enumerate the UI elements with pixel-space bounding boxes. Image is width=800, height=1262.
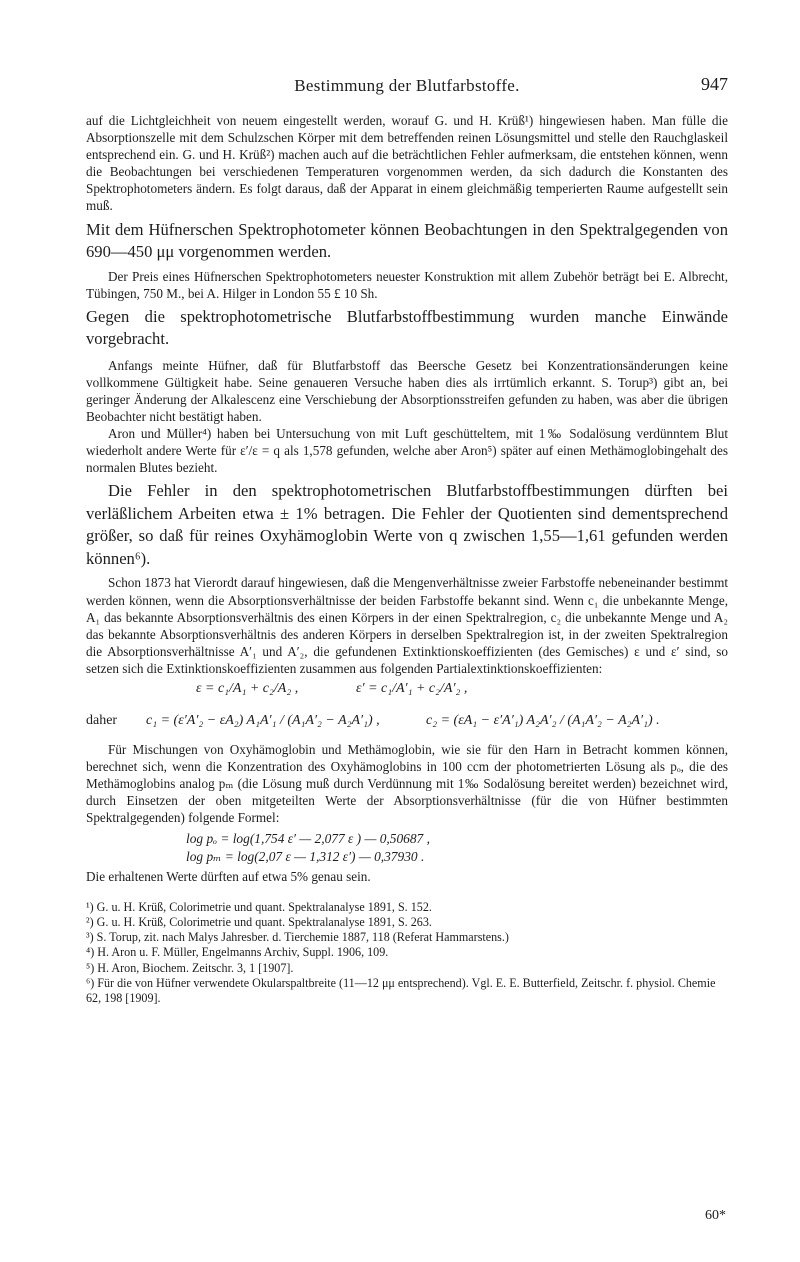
footnote-5: ⁵) H. Aron, Biochem. Zeitschr. 3, 1 [1907]. [86,960,294,975]
footnote-3: ³) S. Torup, zit. nach Malys Jahresber. d. Tierchemie 1887, 118 (Referat Hammarstens.) [86,930,509,945]
page-header [86,74,728,98]
paragraph-2: Mit dem Hüfnerschen Spektrophotometer können Beobachtungen in den Spektralgegenden von 690—450 μμ vorgenommen werden. [86,219,728,262]
signature-mark: 60* [705,1208,726,1223]
footnote-1: ¹) G. u. H. Krüß, Colorimetrie und quant. Spektralanalyse 1891, S. 152. [86,899,432,914]
log-formulas [86,830,728,866]
formula-log-pm: log pₘ = log(2,07 ε — 1,312 ε′) — 0,37930 . [186,849,425,865]
paragraph-6: Aron und Müller⁴) haben bei Untersuchung von mit Luft geschütteltem, mit 1‰ Sodalösung verdünntem Blut wiederholt andere Werte für ε′/ε = q als 1,578 gefunden, welche aber Aron⁵) später auf einen Methämoglobingehalt des normalen Blutes bezieht. [86,426,728,476]
page-body [86,112,728,1007]
paragraph-5: Anfangs meinte Hüfner, daß für Blutfarbstoff das Beersche Gesetz bei Konzentrationsänderungen keine vollkommene Gültigkeit habe. Seine genaueren Versuche haben dies als irrtümlich erkannt. S. Torup³) gibt an, bei geringer Änderung der Alkalescenz eine Verschiebung der Absorptionsstreifen gefunden zu haben, was aber die übrigen Beobachter nicht bestätigt haben. [86,357,728,425]
paragraph-1: auf die Lichtgleichheit von neuem eingestellt werden, worauf G. und H. Krüß¹) hingewiesen haben. Man fülle die Absorptionszelle mit dem Schulzschen Körper mit dem betreffenden reinen Lösungsmittel und stelle den Rauchglaskeil entsprechend ein. G. und H. Krüß²) machen auch auf die beträchtlichen Fehler aufmerksam, die entstehen können, wenn die Beobachtungen bei verschiedenen Temperaturen vorgenommen werden, da sich dadurch die Konstanten des Spektrophotometers ändern. Es folgt daraus, daß der Apparat in einem gleichmäßig temperierten Raume aufgestellt sein muß. [86,113,728,214]
paragraph-3: Der Preis eines Hüfnerschen Spektrophotometers neuester Konstruktion mit allem Zubehör beträgt bei E. Albrecht, Tübingen, 750 M., bei A. Hilger in London 55 £ 10 Sh. [86,268,728,301]
footnote-2: ²) G. u. H. Krüß, Colorimetrie und quant. Spektralanalyse 1891, S. 263. [86,914,432,929]
daher-label: daher [86,712,118,728]
paragraph-10: Die erhaltenen Werte dürften auf etwa 5% genau sein. [86,869,371,885]
formula-c2: c₂ = (εA₁ − ε′A′₁) A₂A′₂ / (A₁A′₂ − A₂A′₁) . [426,712,660,728]
paragraph-9: Für Mischungen von Oxyhämoglobin und Methämoglobin, wie sie für den Harn in Betracht kommen können, berechnet sich, wenn die Konzentration des Oxyhämoglobins in 100 ccm der photometrierten Lösung als pₒ, die des Methämoglobins analog pₘ (die Lösung muß durch Verdünnung mit 1‰ Sodalösung bereitet werden) bezeichnet wird, durch Einsetzen der oben mitgeteilten Werte der Absorptionsverhältnisse (für die von Hüfner bestimmten Spektralgegenden) folgende Formel: [86,741,728,826]
formula-c1: c₁ = (ε′A′₂ − εA₂) A₁A′₁ / (A₁A′₂ − A₂A′₁) , [146,712,380,728]
formula-log-po: log pₒ = log(1,754 ε′ — 2,077 ε ) — 0,50687 , [186,831,430,847]
footnote-4: ⁴) H. Aron u. F. Müller, Engelmanns Archiv, Suppl. 1906, 109. [86,945,389,960]
formula-epsilon-row [86,677,728,707]
formula-epsilon-prime: ε′ = c₁/A′₁ + c₂/A′₂ , [356,680,468,696]
formula-concentration-row [86,707,728,737]
paragraph-4: Gegen die spektrophotometrische Blutfarbstoffbestimmung wurden manche Einwände vorgebracht. [86,306,728,349]
footnotes [86,900,728,1007]
running-head: Bestimmung der Blutfarbstoffe. [294,76,520,95]
formula-epsilon: ε = c₁/A₁ + c₂/A₂ , [196,680,299,696]
paragraph-8: Schon 1873 hat Vierordt darauf hingewiesen, daß die Mengenverhältnisse zweier Farbstoffe nebeneinander bestimmt werden können, wenn die Absorptionsverhältnisse der beiden Farbstoffe bekannt sind. Wenn c₁ die unbekannte Menge, A₁ das bekannte Absorptionsverhältnis des einen Körpers in der einen Spektralregion, c₂ die unbekannte Menge und A₂ das bekannte Absorptionsverhältnis des anderen Körpers in derselben Spektralregion ist, in der zweiten Spektralregion die Absorptionsverhältnisse A′₁ und A′₂, die gefundenen Extinktionskoeffizienten (des Gemisches) ε und ε′ sind, so setzen sich die Extinktionskoeffizienten zusammen aus folgenden Partialextinktionskoeffizienten: [86,575,728,676]
footnote-6: ⁶) Für die von Hüfner verwendete Okularspaltbreite (11—12 μμ entsprechend). Vgl. E. E. Butterfield, Zeitschr. f. physiol. Chemie 62, 198 [1909]. [86,976,716,1006]
page-number: 947 [701,74,728,94]
paragraph-7: Die Fehler in den spektrophotometrischen Blutfarbstoffbestimmungen dürften bei verläßlichem Arbeiten etwa ± 1% betragen. Die Fehler der Quotienten sind dementsprechend größer, so daß für reines Oxyhämoglobin Werte von q zwischen 1,55—1,61 gefunden werden können⁶). [86,481,728,568]
